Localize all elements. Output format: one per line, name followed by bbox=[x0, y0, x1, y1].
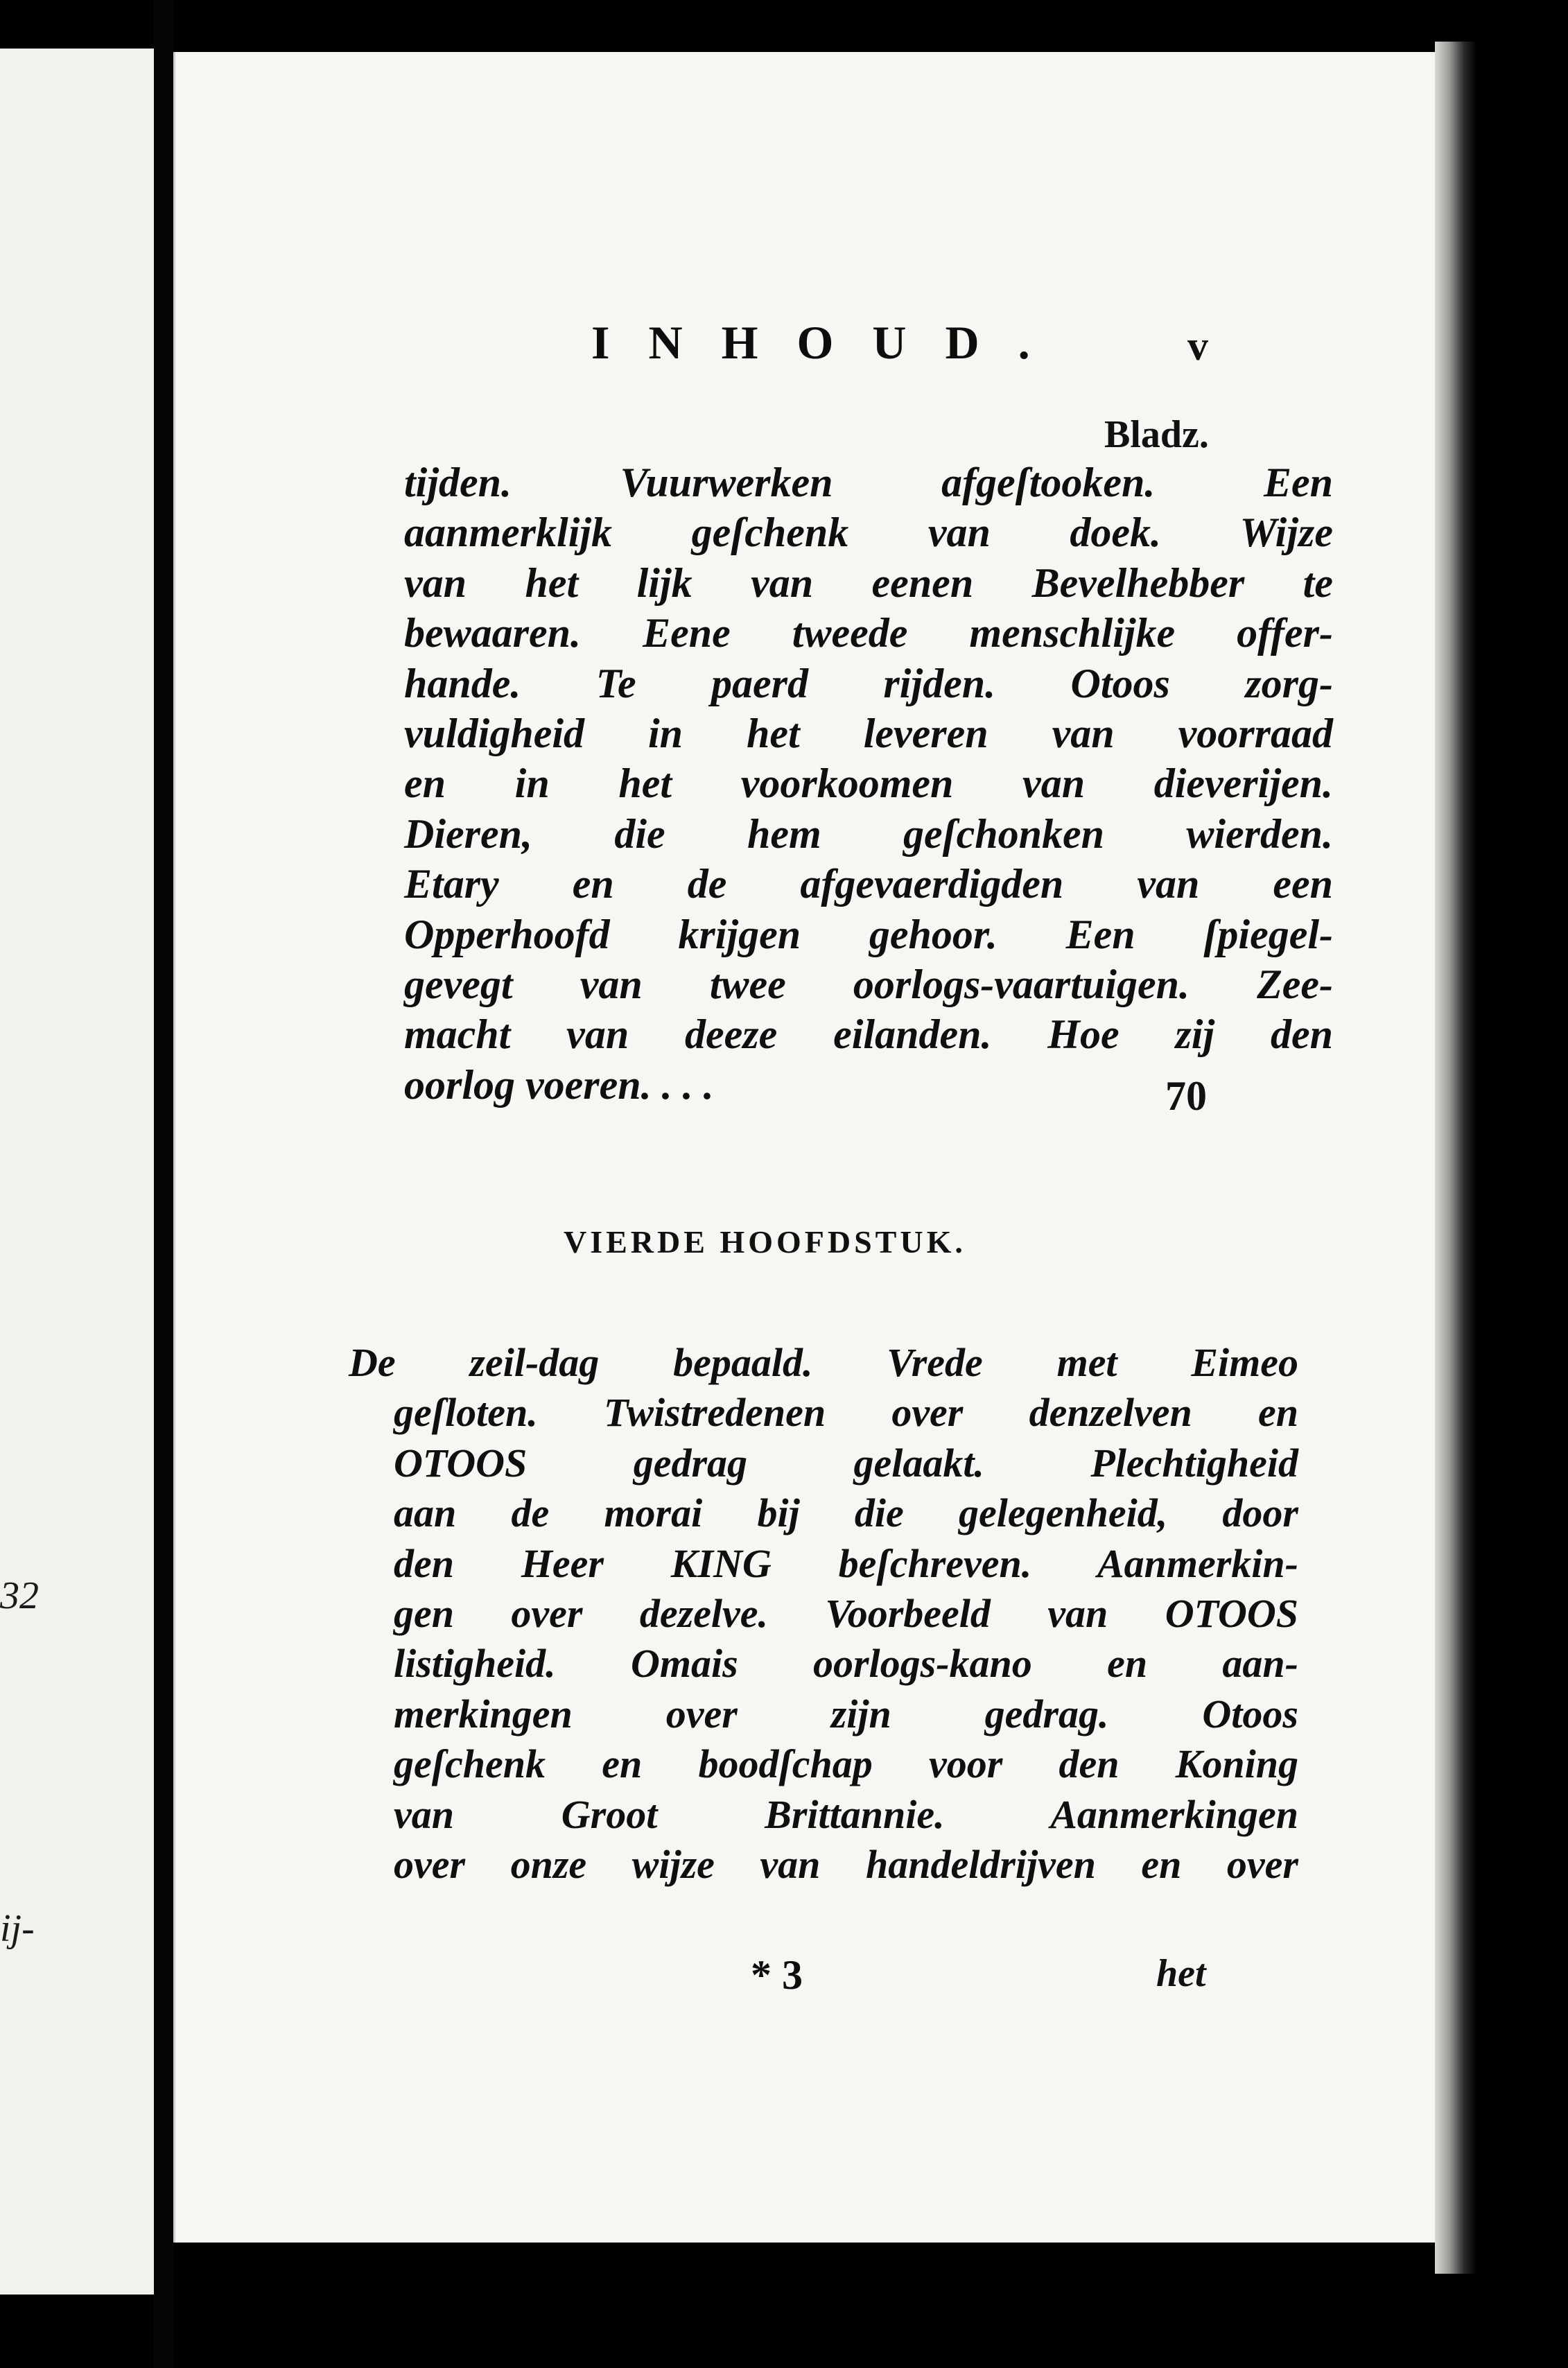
text-line: aanmerklijk geſchenk van doek. Wijze bbox=[404, 510, 1333, 556]
page-header bbox=[175, 260, 1437, 385]
text-line: tijden. Vuurwerken afgeſtooken. Een bbox=[404, 460, 1333, 505]
text-line: geſchenk en boodſchap voor den Koning bbox=[394, 1741, 1298, 1787]
column-label: Bladz. bbox=[1104, 413, 1209, 456]
page-title: INHOUD. bbox=[591, 316, 1069, 369]
text-line: van het lijk van eenen Bevelhebber te bbox=[404, 559, 1333, 606]
entry-page-number: 70 bbox=[1165, 1073, 1207, 1119]
text-line: van Groot Brittannie. Aanmerkingen bbox=[394, 1791, 1298, 1837]
page-number: v bbox=[1187, 323, 1208, 369]
text-line: gevegt van twee oorlogs-vaartuigen. Zee- bbox=[404, 961, 1333, 1008]
signature-mark: * 3 bbox=[751, 1952, 803, 1998]
text-line: oorlog voeren. . . . bbox=[404, 1061, 714, 1108]
page-edge bbox=[1435, 42, 1476, 2274]
text-line: bewaaren. Eene tweede menschlijke offer- bbox=[404, 610, 1333, 656]
text-line: merkingen over zijn gedrag. Otoos bbox=[394, 1691, 1298, 1736]
text-line: den Heer KING beſchreven. Aanmerkin- bbox=[394, 1540, 1298, 1586]
toc-entry bbox=[349, 1338, 1298, 1890]
text-line: hande. Te paerd rijden. Otoos zorg- bbox=[404, 660, 1333, 706]
catchword: het bbox=[1156, 1952, 1206, 1995]
text-line: De zeil-dag bepaald. Vrede met Eimeo bbox=[349, 1340, 1298, 1385]
toc-entry bbox=[404, 458, 1333, 1110]
text-line: en in het voorkoomen van dieverijen. bbox=[404, 760, 1333, 807]
text-line: aan de morai bij die gelegenheid, door bbox=[394, 1490, 1298, 1536]
text-line: Dieren, die hem geſchonken wierden. bbox=[404, 810, 1333, 857]
text-line: listigheid. Omais oorlogs-kano en aan- bbox=[394, 1641, 1298, 1687]
section-heading: VIERDE HOOFDSTUK. bbox=[564, 1224, 966, 1260]
text-line: OTOOS gedrag gelaakt. Plechtigheid bbox=[394, 1440, 1298, 1486]
text-line: Etary en de afgevaerdigden van een bbox=[404, 861, 1333, 907]
book-page bbox=[173, 52, 1437, 2243]
left-page-fragment-text: 32 bbox=[0, 1574, 39, 1617]
left-page-fragment-text: ij- bbox=[0, 1907, 35, 1950]
text-line: macht van deeze eilanden. Hoe zij den bbox=[404, 1011, 1333, 1058]
text-line: geſloten. Twistredenen over denzelven en bbox=[394, 1390, 1298, 1436]
text-line: over onze wijze van handeldrijven en over bbox=[394, 1842, 1298, 1888]
book-gutter bbox=[154, 0, 173, 2368]
text-line: Opperhoofd krijgen gehoor. Een ſpiegel- bbox=[404, 911, 1333, 957]
text-line: gen over dezelve. Voorbeeld van OTOOS bbox=[394, 1591, 1298, 1637]
left-page-fragment bbox=[0, 49, 154, 2295]
text-line: vuldigheid in het leveren van voorraad bbox=[404, 711, 1333, 757]
